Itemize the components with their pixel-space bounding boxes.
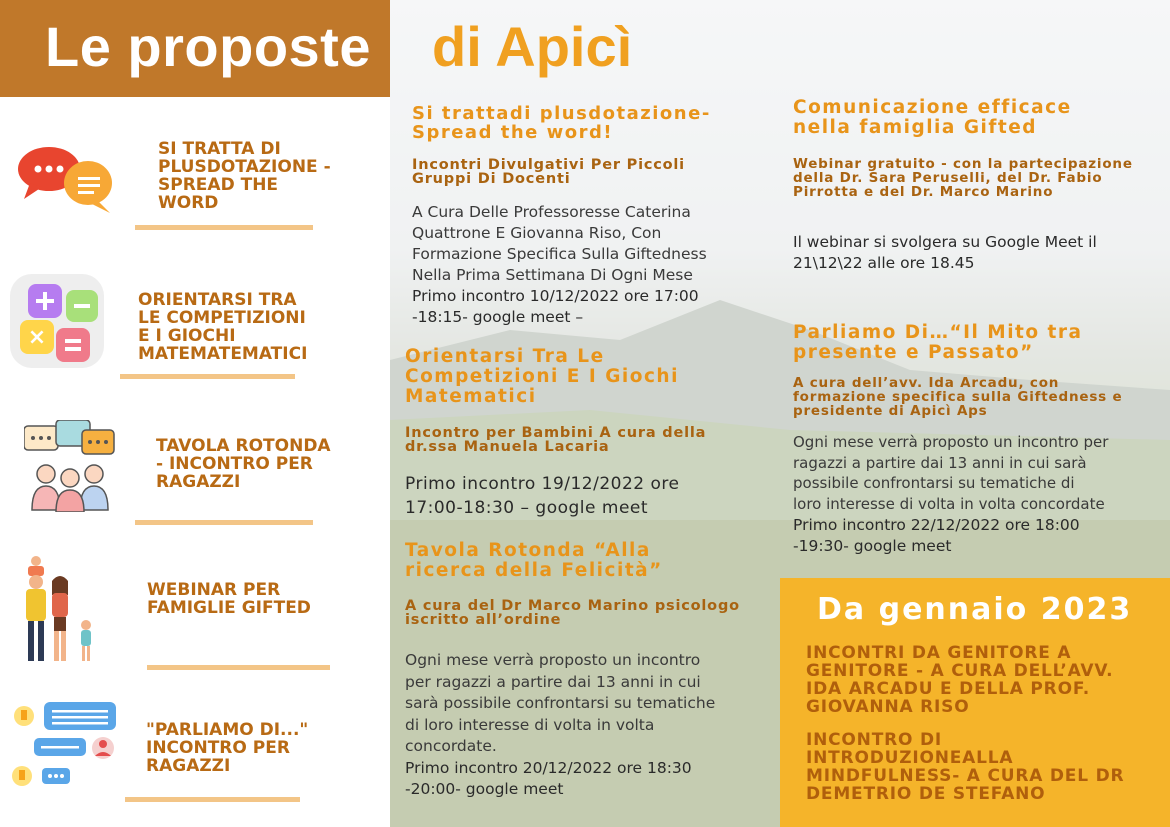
menu-item-label-3: TAVOLA ROTONDA - INCONTRO PER RAGAZZI [156, 436, 331, 492]
section-date-parliamo-di: Primo incontro 22/12/2022 ore 18:00 -19:30- google meet [793, 516, 1080, 555]
menu-item-label-4: WEBINAR PER FAMIGLIE GIFTED [147, 580, 311, 618]
section-date-plusdotazione: Primo incontro 10/12/2022 ore 17:00 -18:15- google meet – [412, 287, 699, 326]
section-body-comunicazione: Il webinar si svolgera su Google Meet il 21\12\22 alle ore 18.45 [793, 233, 1097, 272]
section-subheading-comunicazione: Webinar gratuito - con la partecipazione della Dr. Sara Peruselli, del Dr. Fabio Pirrotta e del Dr. Marco Marino [793, 156, 1133, 200]
family-icon [16, 555, 100, 667]
divider-4 [147, 665, 330, 670]
highlight-item-genitore: INCONTRI DA GENITORE A GENITORE - A CURA DELL’AVV. IDA ARCADU E DELLA PROF. GIOVANNA RISO [806, 643, 1114, 717]
menu-item-label-5: "PARLIAMO DI..." INCONTRO PER RAGAZZI [146, 720, 309, 776]
highlight-title: Da gennaio 2023 [817, 592, 1133, 627]
section-body-plusdotazione: A Cura Delle Professoresse Caterina Quattrone E Giovanna Riso, Con Formazione Specifica Sulla Giftedness Nella Prima Settimana Di Ogni Mese [412, 203, 707, 284]
divider-3 [135, 520, 313, 525]
section-heading-tavola-rotonda: Tavola Rotonda “Alla ricerca della Felicità” [405, 540, 663, 581]
divider-1 [135, 225, 313, 230]
section-heading-competizioni: Orientarsi Tra Le Competizioni E I Giochi Matematici [405, 346, 679, 407]
page-title-left: Le proposte [45, 15, 371, 78]
section-subheading-plusdotazione: Incontri Divulgativi Per Piccoli Gruppi Di Docenti [412, 157, 685, 187]
page-title-right: di Apicì [432, 15, 633, 78]
section-subheading-tavola-rotonda: A cura del Dr Marco Marino psicologo iscritto all’ordine [405, 598, 740, 628]
menu-item-label-1: SI TRATTA DI PLUSDOTAZIONE - SPREAD THE WORD [158, 139, 331, 213]
section-date-tavola-rotonda: Primo incontro 20/12/2022 ore 18:30 -20:00- google meet [405, 759, 692, 798]
section-body-parliamo-di: Ogni mese verrà proposto un incontro per ragazzi a partire dai 13 anni in cui sarà possibile confrontarsi su tematiche di loro interesse di volta in volta concordate [793, 433, 1109, 513]
section-subheading-parliamo-di: A cura dell’avv. Ida Arcadu, con formazione specifica sulla Giftedness e presidente di Apicì Aps [793, 375, 1123, 419]
left-panel [0, 0, 390, 827]
section-date-competizioni: Primo incontro 19/12/2022 ore 17:00-18:30 – google meet [405, 474, 680, 518]
section-subheading-competizioni: Incontro per Bambini A cura della dr.ssa Manuela Lacaria [405, 425, 707, 455]
svg-text:×: × [27, 325, 47, 350]
section-body-tavola-rotonda: Ogni mese verrà proposto un incontro per ragazzi a partire dai 13 anni in cui sarà possibile confrontarsi su tematiche di loro interesse di volta in volta concordate. [405, 651, 716, 755]
calculator-icon [8, 272, 108, 370]
section-heading-comunicazione: Comunicazione efficace nella famiglia Gifted [793, 97, 1072, 138]
divider-5 [125, 797, 300, 802]
menu-item-label-2: ORIENTARSI TRA LE COMPETIZIONI E I GIOCHI MATEMATEMATICI [138, 290, 308, 364]
divider-2 [120, 374, 295, 379]
highlight-item-mindfulness: INCONTRO DI INTRODUZIONEALLA MINDFULNESS- A CURA DEL DR DEMETRIO DE STEFANO [806, 730, 1125, 804]
group-discussion-icon [24, 420, 116, 512]
chat-bubbles-icon [16, 145, 114, 215]
section-heading-parliamo-di: Parliamo Di…“Il Mito tra presente e Passato” [793, 322, 1083, 363]
section-heading-plusdotazione: Si trattadi plusdotazione- Spread the word! [412, 103, 711, 143]
messages-icon [8, 698, 120, 794]
